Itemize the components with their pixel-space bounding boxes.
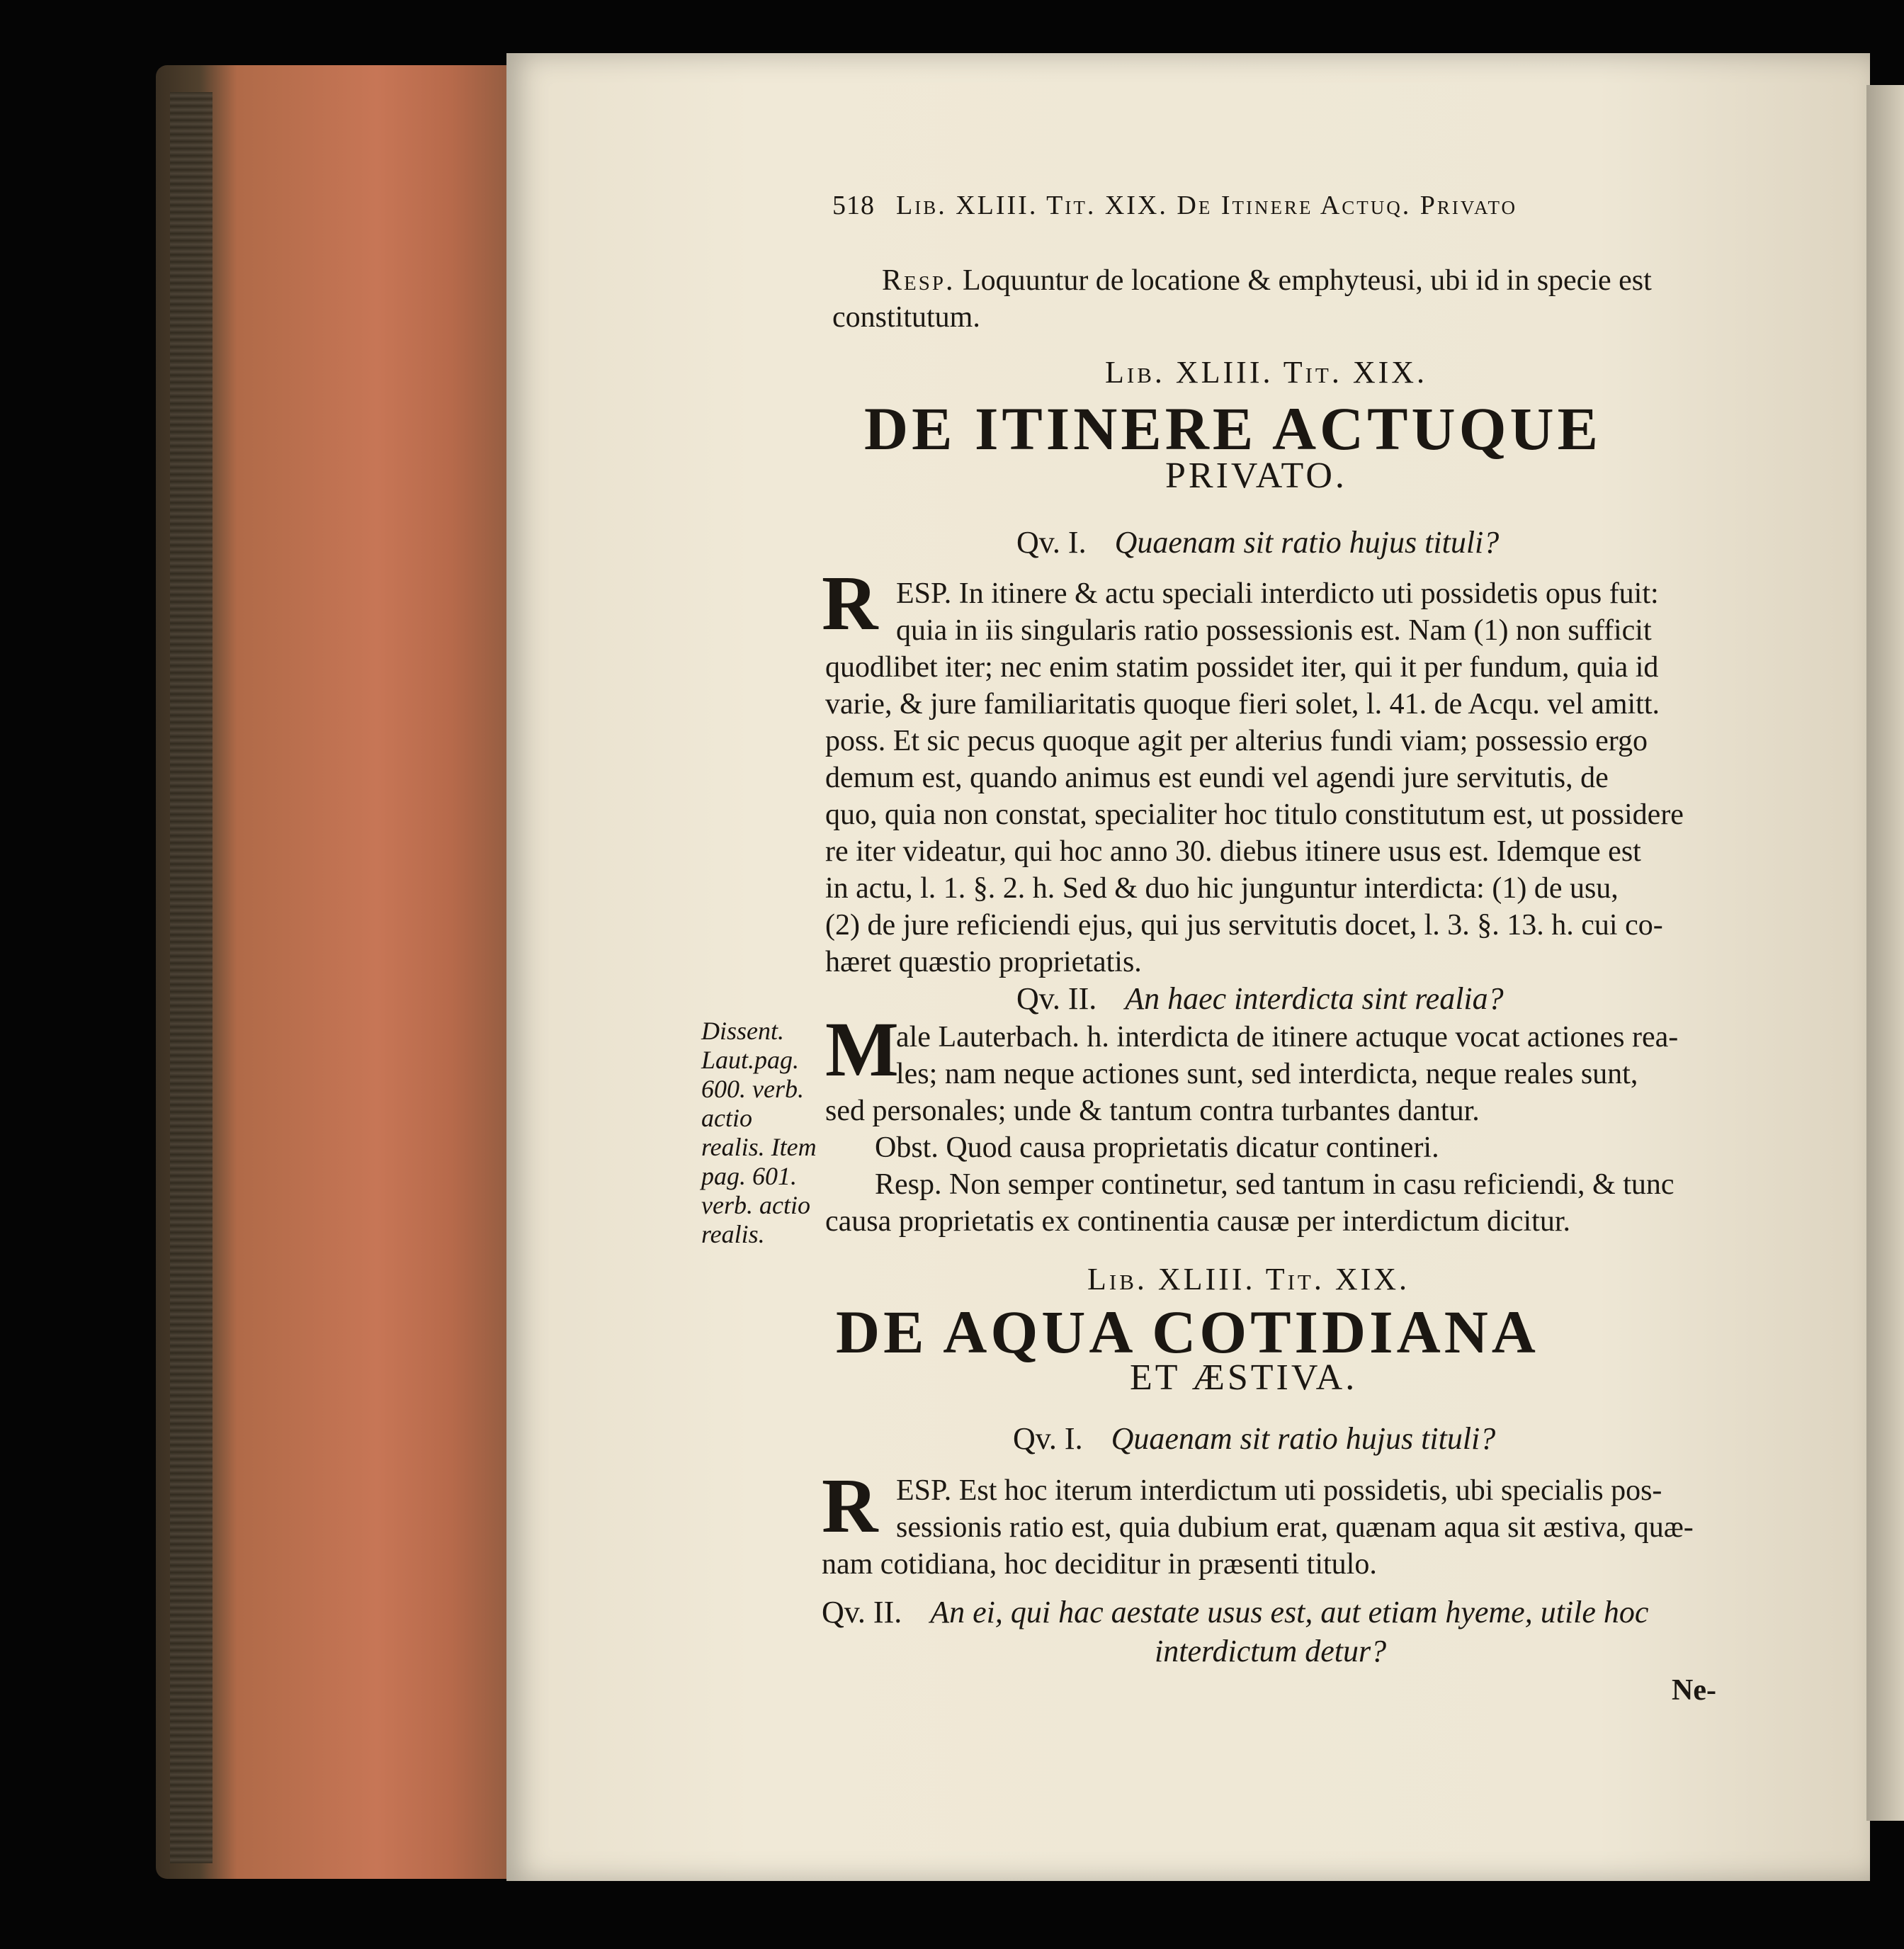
s1-q1-line-4: varie, & jure familiaritatis quoque fieri solet, l. 41. de Acqu. vel amitt. bbox=[825, 688, 1660, 721]
section2-q2-heading: Qv. II. An ei, qui hac aestate usus est, aut etiam hyeme, utile hoc bbox=[822, 1595, 1649, 1629]
s1-q1-line-6: demum est, quando animus est eundi vel agendi jure servitutis, de bbox=[825, 762, 1609, 794]
section1-subtitle: PRIVATO. bbox=[1165, 456, 1347, 496]
running-head-title: Lib. XLIII. Tit. XIX. De Itinere Actuq. Privato bbox=[896, 191, 1517, 220]
s2-q1-line-1: ESP. Est hoc iterum interdictum uti possidetis, ubi specialis pos- bbox=[896, 1474, 1662, 1507]
intro-resp-line-2: constitutum. bbox=[832, 301, 980, 334]
section2-subtitle: ET ÆSTIVA. bbox=[1130, 1357, 1358, 1398]
book-spine bbox=[170, 92, 212, 1863]
margin-note: Dissent. Laut.pag. 600. verb. actio realis. Item pag. 601. verb. actio realis. bbox=[701, 1017, 817, 1248]
catchword: Ne- bbox=[1672, 1674, 1716, 1707]
s1-q1-line-7: quo, quia non constat, specialiter hoc titulo constitutum est, ut possidere bbox=[825, 798, 1684, 831]
section2-q1-dropcap: R bbox=[822, 1462, 878, 1549]
section1-q1-heading: Qv. I. Quaenam sit ratio hujus tituli? bbox=[1016, 525, 1500, 560]
s1-q1-line-9: in actu, l. 1. §. 2. h. Sed & duo hic junguntur interdicta: (1) de usu, bbox=[825, 872, 1619, 905]
facing-page-edge bbox=[1866, 85, 1904, 1821]
s1-resp-line-2: causa proprietatis ex continentia causæ per interdictum dicitur. bbox=[825, 1205, 1570, 1238]
s1-q1-line-8: re iter videatur, qui hoc anno 30. diebus itinere usus est. Idemque est bbox=[825, 835, 1641, 868]
intro-resp-line-1: Resp. Loquuntur de locatione & emphyteusi, ubi id in specie est bbox=[882, 264, 1652, 297]
s1-obst: Obst. Quod causa proprietatis dicatur contineri. bbox=[875, 1131, 1439, 1164]
s1-q1-line-10: (2) de jure reficiendi ejus, qui jus servitutis docet, l. 3. §. 13. h. cui co- bbox=[825, 909, 1663, 942]
running-head bbox=[832, 190, 1665, 221]
page-number: 518 bbox=[832, 191, 875, 220]
s1-resp-line-1: Resp. Non semper continetur, sed tantum in casu reficiendi, & tunc bbox=[875, 1168, 1674, 1201]
section2-q1-heading: Qv. I. Quaenam sit ratio hujus tituli? bbox=[1013, 1421, 1496, 1456]
section1-lib-tit: Lib. XLIII. Tit. XIX. bbox=[1105, 355, 1428, 390]
section2-q2-heading-line-2: interdictum detur? bbox=[1155, 1634, 1387, 1668]
section2-lib-tit: Lib. XLIII. Tit. XIX. bbox=[1087, 1262, 1410, 1296]
s1-q1-line-2: quia in iis singularis ratio possessionis est. Nam (1) non sufficit bbox=[896, 614, 1652, 647]
section1-q2-dropcap: M bbox=[825, 1006, 899, 1092]
section2-title: DE AQUA COTIDIANA bbox=[836, 1298, 1539, 1366]
s2-q1-line-2: sessionis ratio est, quia dubium erat, quænam aqua sit æstiva, quæ- bbox=[896, 1511, 1694, 1544]
s1-q2-line-2: les; nam neque actiones sunt, sed interdicta, neque reales sunt, bbox=[896, 1058, 1638, 1090]
section1-title: DE ITINERE ACTUQUE bbox=[864, 395, 1602, 463]
s1-q1-line-11: hæret quæstio proprietatis. bbox=[825, 946, 1142, 978]
s1-q1-line-3: quodlibet iter; nec enim statim possidet iter, qui it per fundum, quia id bbox=[825, 651, 1659, 684]
s1-q2-line-1: ale Lauterbach. h. interdicta de itinere actuque vocat actiones rea- bbox=[896, 1021, 1679, 1053]
section1-q1-dropcap: R bbox=[822, 560, 878, 646]
s2-q1-line-3: nam cotidiana, hoc deciditur in præsenti titulo. bbox=[822, 1548, 1377, 1581]
section1-q2-heading: Qv. II. An haec interdicta sint realia? bbox=[1016, 981, 1504, 1016]
s1-q1-line-5: poss. Et sic pecus quoque agit per alterius fundi viam; possessio ergo bbox=[825, 725, 1648, 757]
s1-q2-line-3: sed personales; unde & tantum contra turbantes dantur. bbox=[825, 1095, 1480, 1127]
s1-q1-line-1: ESP. In itinere & actu speciali interdicto uti possidetis opus fuit: bbox=[896, 577, 1659, 610]
